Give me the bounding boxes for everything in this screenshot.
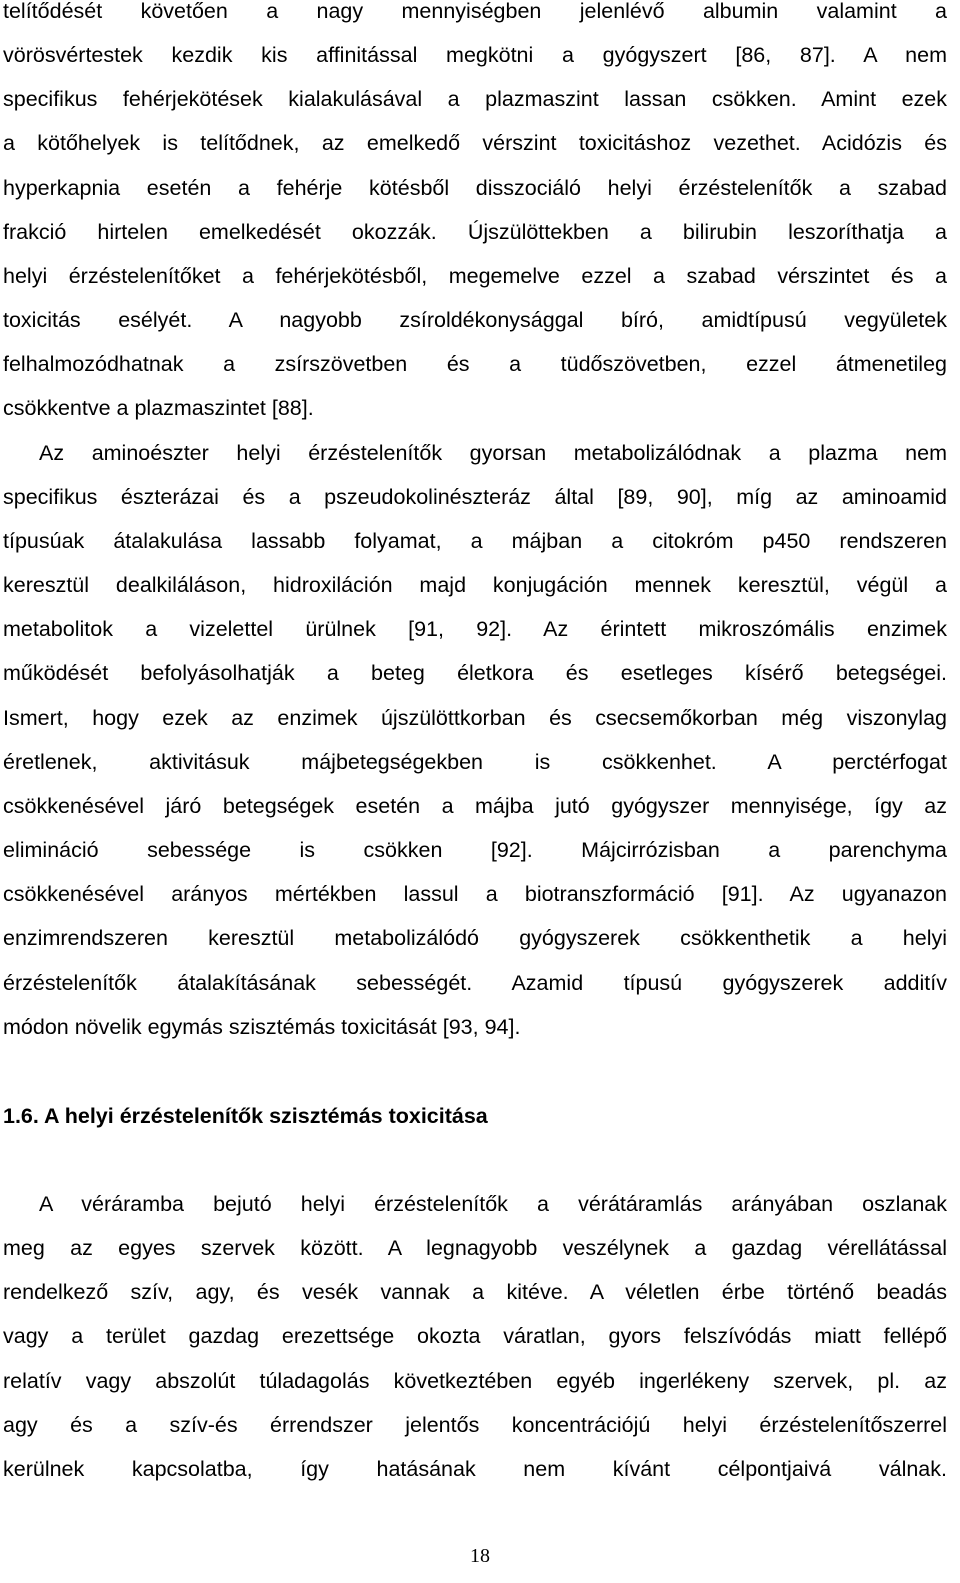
paragraph-3-line: meg az egyes szervek között. A legnagyobb veszélynek a gazdag vérellátással bbox=[3, 1236, 947, 1260]
paragraph-3-line: rendelkező szív, agy, és vesék vannak a kitéve. A véletlen érbe történő beadás bbox=[3, 1280, 947, 1304]
paragraph-2-line: Ismert, hogy ezek az enzimek újszülöttkorban és csecsemőkorban még viszonylag bbox=[3, 706, 947, 730]
paragraph-2-line: enzimrendszeren keresztül metabolizálódó gyógyszerek csökkenthetik a helyi bbox=[3, 926, 947, 950]
paragraph-1-line: specifikus fehérjekötések kialakulásával a plazmaszint lassan csökken. Amint ezek bbox=[3, 87, 947, 111]
paragraph-1-line: vörösvértestek kezdik kis affinitással megkötni a gyógyszert [86, 87]. A nem bbox=[3, 43, 947, 67]
paragraph-1-line: telítődését követően a nagy mennyiségben jelenlévő albumin valamint a bbox=[3, 0, 947, 23]
paragraph-2-line: metabolitok a vizelettel ürülnek [91, 92]. Az érintett mikroszómális enzimek bbox=[3, 617, 947, 641]
paragraph-3-line: vagy a terület gazdag erezettsége okozta váratlan, gyors felszívódás miatt fellépő bbox=[3, 1324, 947, 1348]
paragraph-2-line: érzéstelenítők átalakításának sebességét. Azamid típusú gyógyszerek additív bbox=[3, 971, 947, 995]
paragraph-3-line: agy és a szív-és érrendszer jelentős koncentrációjú helyi érzéstelenítőszerrel bbox=[3, 1413, 947, 1437]
section-heading: 1.6. A helyi érzéstelenítők szisztémás toxicitása bbox=[3, 1104, 488, 1128]
paragraph-2-line: elimináció sebessége is csökken [92]. Májcirrózisban a parenchyma bbox=[3, 838, 947, 862]
paragraph-2-line: keresztül dealkiláláson, hidroxiláción majd konjugáción mennek keresztül, végül a bbox=[3, 573, 947, 597]
paragraph-1-line: frakció hirtelen emelkedését okozzák. Újszülöttekben a bilirubin leszoríthatja a bbox=[3, 220, 947, 244]
paragraph-2-line: csökkenésével járó betegségek esetén a májba jutó gyógyszer mennyisége, így az bbox=[3, 794, 947, 818]
paragraph-2-line: specifikus észterázai és a pszeudokolinészteráz által [89, 90], míg az aminoamid bbox=[3, 485, 947, 509]
page-number: 18 bbox=[470, 1545, 490, 1567]
paragraph-1-line: csökkentve a plazmaszintet [88]. bbox=[3, 396, 314, 420]
paragraph-1-line: a kötőhelyek is telítődnek, az emelkedő vérszint toxicitáshoz vezethet. Acidózis és bbox=[3, 131, 947, 155]
paragraph-1-line: hyperkapnia esetén a fehérje kötésből disszociáló helyi érzéstelenítők a szabad bbox=[3, 176, 947, 200]
paragraph-2-line: csökkenésével arányos mértékben lassul a biotranszformáció [91]. Az ugyanazon bbox=[3, 882, 947, 906]
paragraph-2-line: típusúak átalakulása lassabb folyamat, a májban a citokróm p450 rendszeren bbox=[3, 529, 947, 553]
paragraph-1-line: helyi érzéstelenítőket a fehérjekötésből, megemelve ezzel a szabad vérszintet és a bbox=[3, 264, 947, 288]
paragraph-2-line: működését befolyásolhatják a beteg életkora és esetleges kísérő betegségei. bbox=[3, 661, 947, 685]
paragraph-3-line: kerülnek kapcsolatba, így hatásának nem kívánt célpontjaivá válnak. bbox=[3, 1457, 947, 1481]
paragraph-1-line: felhalmozódhatnak a zsírszövetben és a tüdőszövetben, ezzel átmenetileg bbox=[3, 352, 947, 376]
paragraph-2-line: módon növelik egymás szisztémás toxicitását [93, 94]. bbox=[3, 1015, 521, 1039]
paragraph-3-line: relatív vagy abszolút túladagolás következtében egyéb ingerlékeny szervek, pl. az bbox=[3, 1369, 947, 1393]
paragraph-1-line: toxicitás esélyét. A nagyobb zsíroldékonysággal bíró, amidtípusú vegyületek bbox=[3, 308, 947, 332]
paragraph-2-line: éretlenek, aktivitásuk májbetegségekben is csökkenhet. A perctérfogat bbox=[3, 750, 947, 774]
paragraph-2-line: Az aminoészter helyi érzéstelenítők gyorsan metabolizálódnak a plazma nem bbox=[39, 441, 947, 465]
paragraph-3-line: A véráramba bejutó helyi érzéstelenítők a vérátáramlás arányában oszlanak bbox=[39, 1192, 947, 1216]
